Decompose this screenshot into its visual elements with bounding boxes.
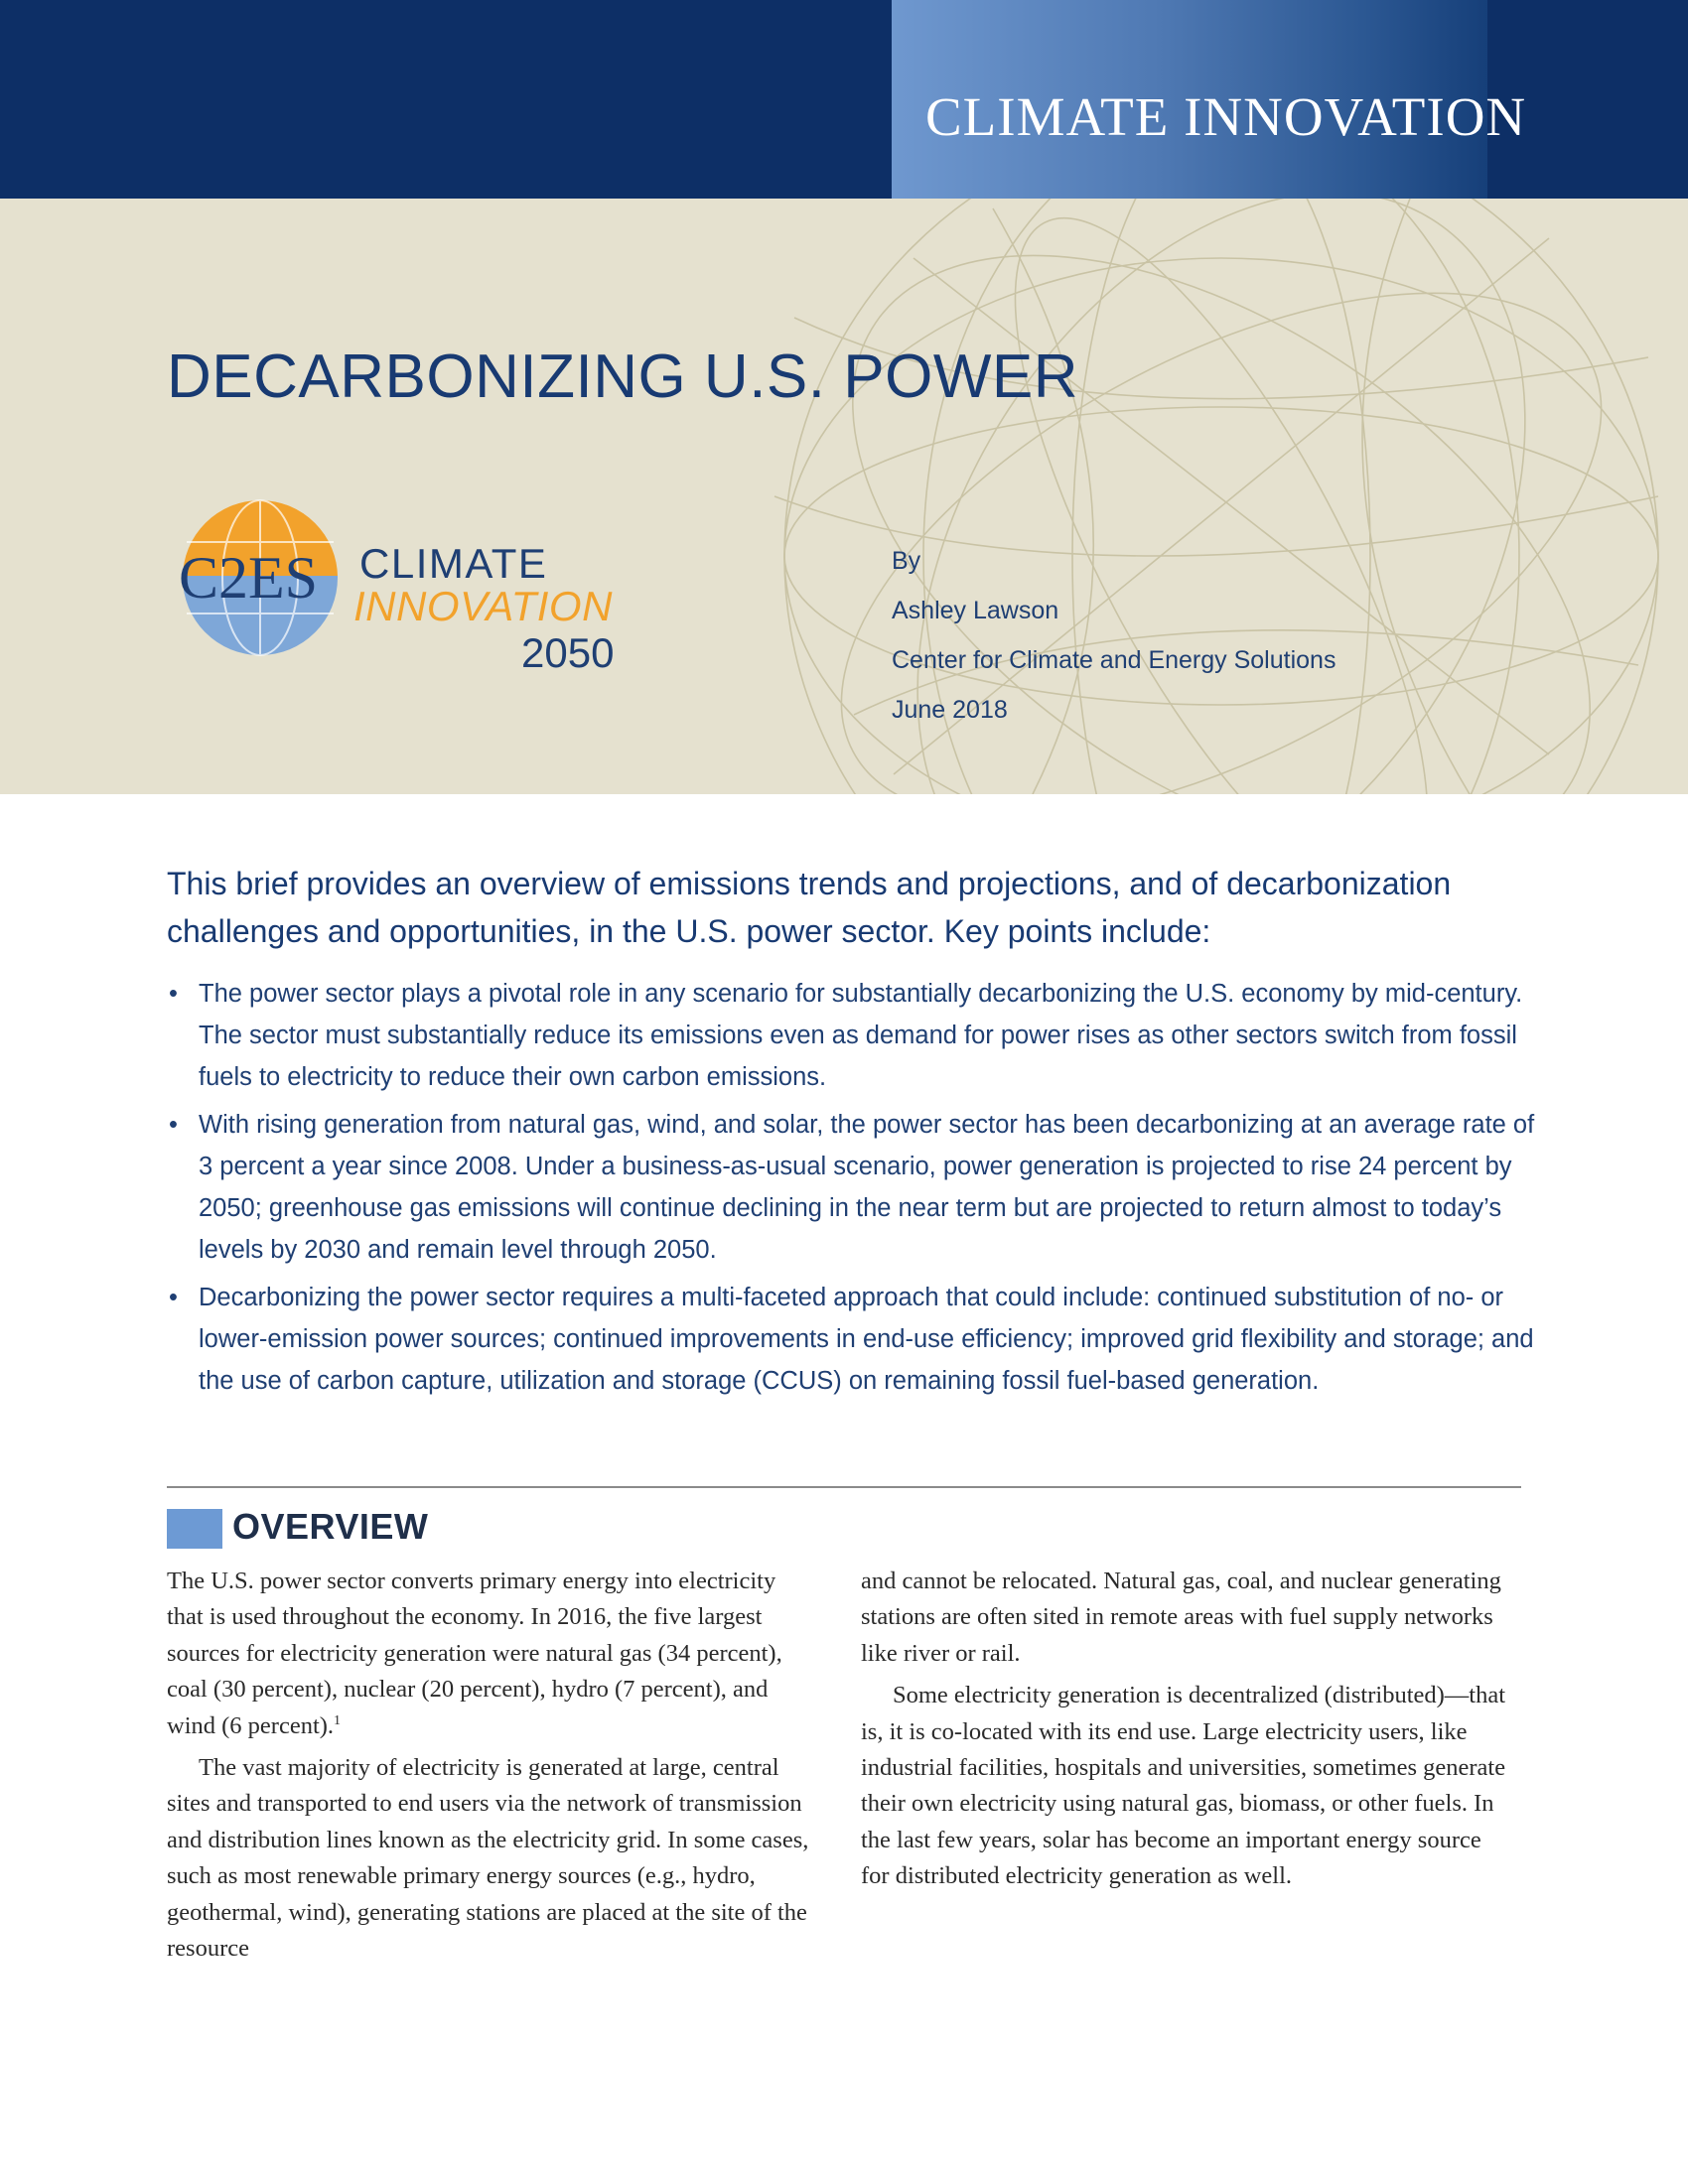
footnote-marker[interactable]: 1 (334, 1712, 342, 1728)
byline-by: By (892, 547, 921, 575)
key-point-text: Decarbonizing the power sector requires a multi-faceted approach that could include: continued substitution of no- or lower-emission power sources; continued improvements in end-use efficiency; improved grid flexibility and storage; and the use of carbon capture, utilization and storage (CCUS) on remaining fossil fuel-based generation. (199, 1284, 1534, 1395)
bullet-icon: • (169, 1111, 178, 1139)
section-divider (167, 1486, 1521, 1488)
body-paragraph (167, 1564, 817, 1744)
bullet-icon: • (169, 980, 178, 1008)
hero-panel (0, 199, 1688, 794)
paragraph-text: The U.S. power sector converts primary energy into electricity that is used throughout the economy. In 2016, the five largest sources for electricity generation were natural gas (34 percent), coal (30 percent), nuclear (20 percent), hydro (7 percent), and wind (6 percent). (167, 1568, 782, 1739)
key-point (167, 973, 1537, 1098)
key-points-list (167, 973, 1537, 1408)
logo-climate-text: CLIMATE (359, 540, 548, 587)
key-point-text: The power sector plays a pivotal role in any scenario for substantially decarbonizing the U.S. economy by mid-century. The sector must substantially reduce its emissions even as demand for power rises as other sectors switch from fossil fuels to electricity to reduce their own carbon emissions. (199, 980, 1523, 1091)
section-marker-icon (167, 1509, 222, 1549)
body-column-right (861, 1564, 1511, 1895)
body-paragraph: and cannot be relocated. Natural gas, coal, and nuclear generating stations are often sited in remote areas with fuel supply networks like river or rail. (861, 1568, 1501, 1667)
byline-organization: Center for Climate and Energy Solutions (892, 646, 1336, 674)
logo-year-text: 2050 (521, 629, 615, 676)
logo-innovation-text: INNOVATION (353, 583, 613, 629)
byline-date: June 2018 (892, 696, 1008, 724)
summary-intro: This brief provides an overview of emissions trends and projections, and of decarbonization challenges and opportunities, in the U.S. power sector. Key points include: (167, 866, 1452, 949)
bullet-icon: • (169, 1284, 178, 1311)
body-paragraph: Some electricity generation is decentralized (distributed)—that is, it is co-located with its end use. Large electricity users, like industrial facilities, hospitals and universities, sometimes generate their own electricity using natural gas, biomass, or other fuels. In the last few years, solar has become an important energy source for distributed electricity generation as well. (861, 1682, 1506, 1890)
byline-author: Ashley Lawson (892, 597, 1059, 624)
series-tab-label: CLIMATE INNOVATION (925, 86, 1527, 147)
key-point (167, 1277, 1537, 1402)
byline (892, 536, 1487, 735)
key-point (167, 1104, 1537, 1271)
document-title: DECARBONIZING U.S. POWER (167, 342, 1078, 411)
body-column-left (167, 1564, 817, 1967)
body-paragraph: The vast majority of electricity is generated at large, central sites and transported to end users via the network of transmission and distribution lines known as the electricity grid. In some cases, such as most renewable primary energy sources (e.g., hydro, geothermal, wind), generating stations are placed at the site of the resource (167, 1754, 809, 1963)
key-point-text: With rising generation from natural gas, wind, and solar, the power sector has been decarbonizing at an average rate of 3 percent a year since 2008. Under a business-as-usual scenario, power generation is projected to rise 24 percent by 2050; greenhouse gas emissions will continue declining in the near term but are projected to return almost to today’s levels by 2030 and remain level through 2050. (199, 1111, 1535, 1264)
section-heading: OVERVIEW (232, 1506, 429, 1547)
c2es-logo-text: C2ES (179, 545, 319, 611)
